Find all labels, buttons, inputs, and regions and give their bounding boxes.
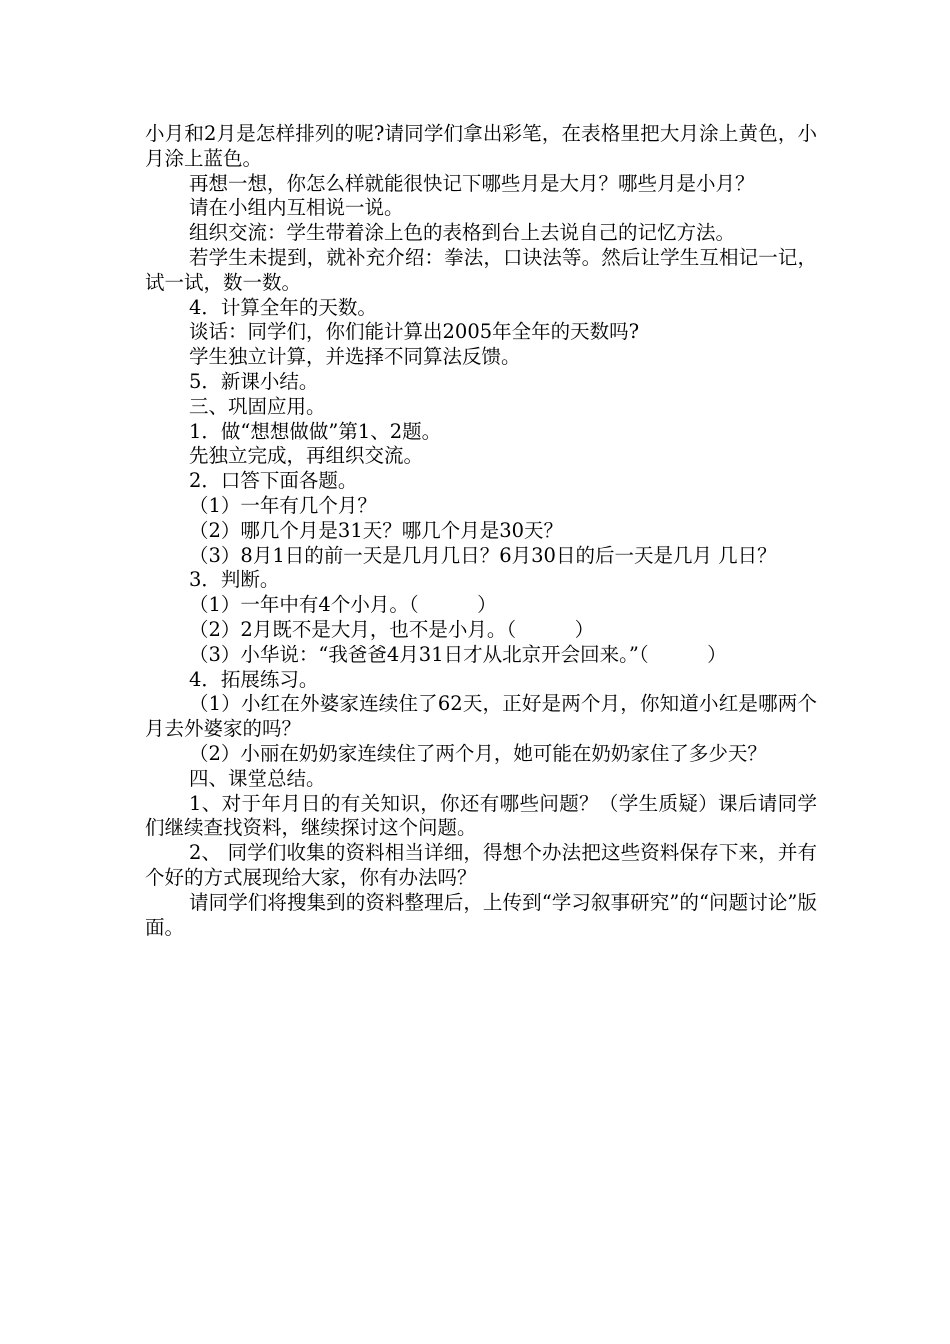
question-item: （3）8月1日的前一天是几月几日？6月30日的后一天是几月 几日？ (189, 543, 777, 567)
paragraph: 小月和2月是怎样排列的呢?请同学们拿出彩笔，在表格里把大月涂上黄色，小月涂上蓝色。 (145, 122, 817, 170)
question-item: （1）一年有几个月？ (189, 493, 377, 517)
paragraph: 学生独立计算，并选择不同算法反馈。 (189, 345, 521, 369)
question-item: （2）小丽在奶奶家连续住了两个月，她可能在奶奶家住了多少天？ (189, 741, 767, 765)
section-heading: 4．计算全年的天数。 (189, 295, 377, 319)
paragraph: 若学生未提到，就补充介绍：拳法，口诀法等。然后让学生互相记一记，试一试，数一数。 (145, 245, 817, 294)
question-item: （3）小华说：“我爸爸4月31日才从北京开会回来。”（ ） (189, 642, 727, 666)
question-item: （2）2月既不是大月，也不是小月。（ ） (189, 617, 595, 641)
question-item: （1）一年中有4个小月。（ ） (189, 593, 497, 617)
section-heading: 2．口答下面各题。 (189, 469, 358, 493)
paragraph: 谈话：同学们，你们能计算出2005年全年的天数吗? (189, 320, 640, 344)
paragraph: 再想一想，你怎么样就能很快记下哪些月是大月？哪些月是小月？ (189, 171, 755, 195)
section-heading: 三、巩固应用。 (189, 394, 326, 418)
section-heading: 4．拓展练习。 (189, 667, 319, 691)
paragraph: 组织交流：学生带着涂上色的表格到台上去说自己的记忆方法。 (189, 221, 736, 245)
paragraph: 先独立完成，再组织交流。 (189, 444, 424, 468)
section-heading: 5．新课小结。 (189, 369, 319, 393)
section-heading: 1．做“想想做做”第1、2题。 (189, 419, 442, 443)
paragraph: 1、对于年月日的有关知识，你还有哪些问题？（学生质疑）课后请同学们继续查找资料，继续探讨这个问题。 (145, 791, 817, 840)
section-heading: 3．判断。 (189, 568, 280, 592)
paragraph: 请在小组内互相说一说。 (189, 196, 404, 220)
question-item: （2）哪几个月是31天？哪几个月是30天？ (189, 518, 564, 542)
document-page (145, 122, 817, 940)
section-heading: 四、课堂总结。 (189, 766, 326, 790)
paragraph: 2、 同学们收集的资料相当详细，得想个办法把这些资料保存下来，并有个好的方式展现给大家，你有办法吗？ (145, 841, 817, 889)
paragraph: 请同学们将搜集到的资料整理后，上传到“学习叙事研究”的“问题讨论”版面。 (145, 890, 817, 939)
question-item: （1）小红在外婆家连续住了62天，正好是两个月，你知道小红是哪两个月去外婆家的吗？ (145, 692, 817, 741)
